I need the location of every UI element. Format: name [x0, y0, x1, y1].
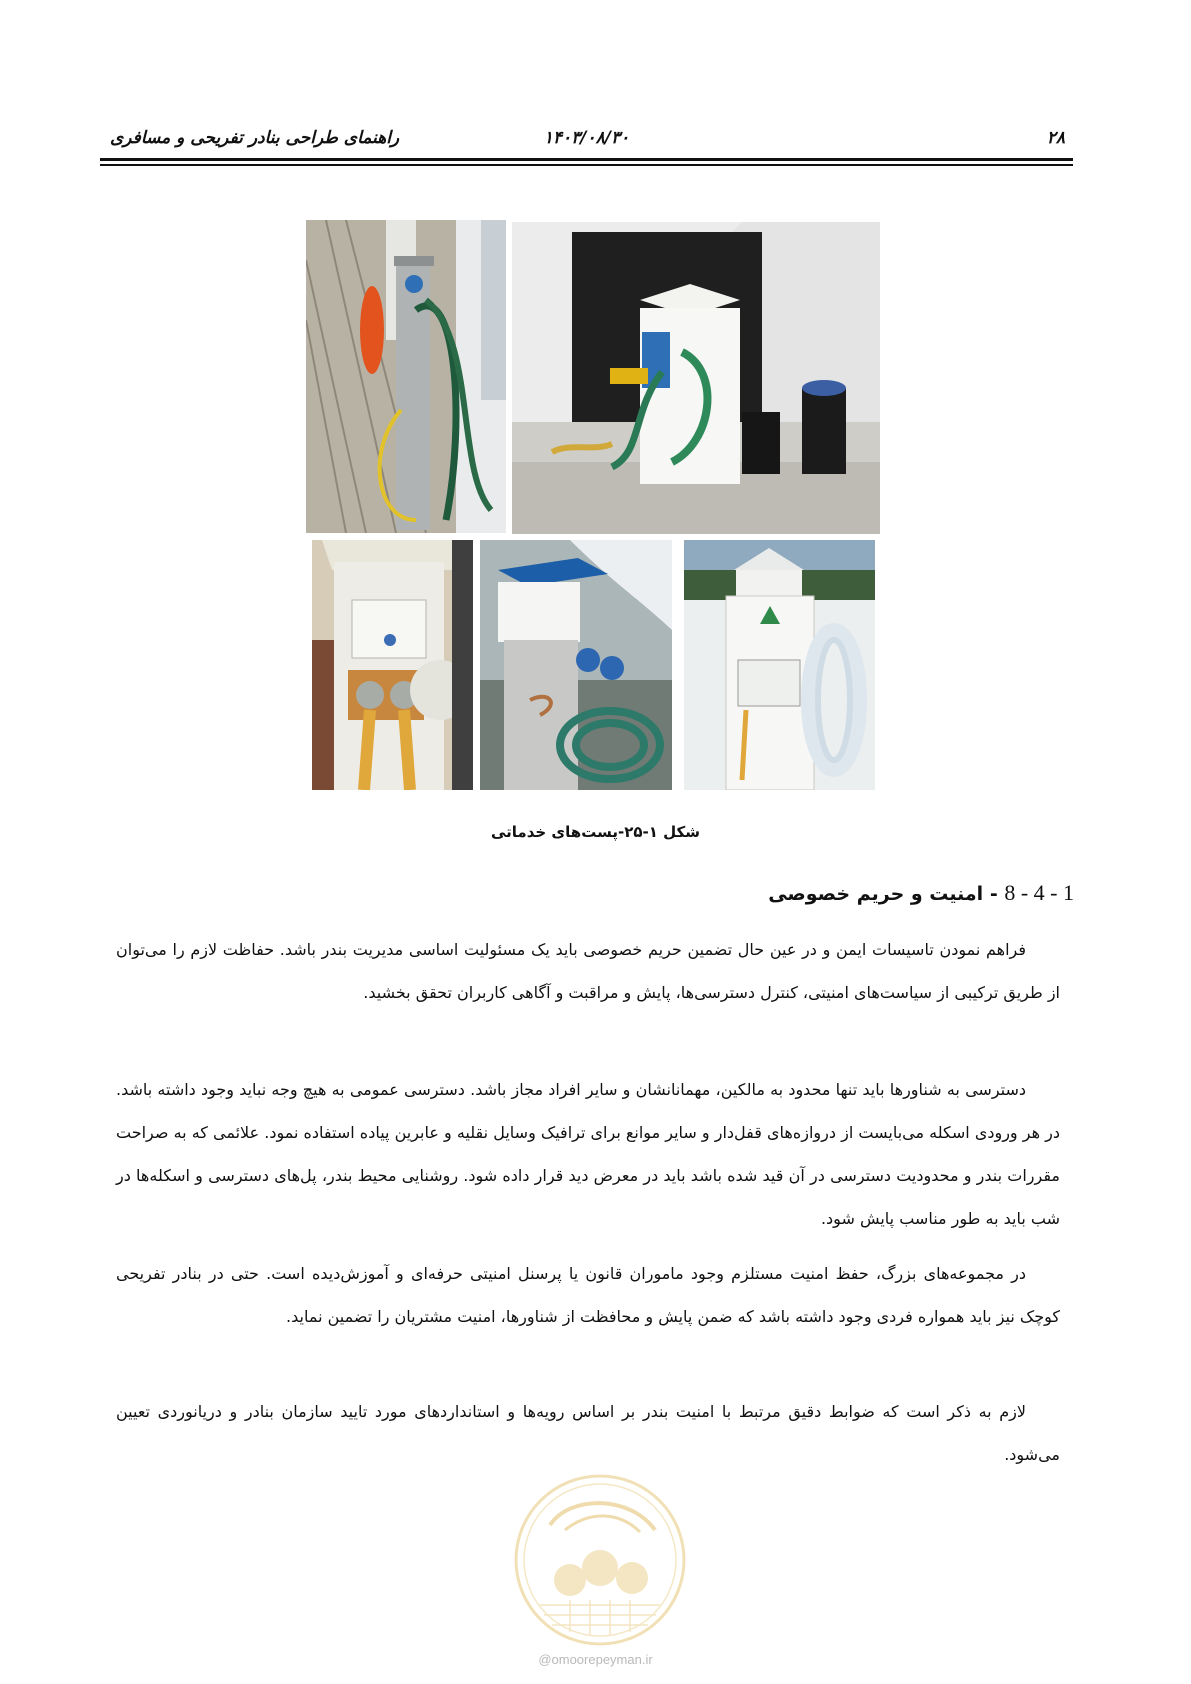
photo-pedestal-outlets — [312, 540, 473, 790]
photo-dock-pedestal — [306, 220, 506, 533]
header-date: ۱۴۰۳/۰۸/۳۰ — [543, 128, 630, 148]
page-header — [100, 128, 1073, 158]
section-title: امنیت و حریم خصوصی — [768, 883, 984, 905]
page-number: ۲۸ — [1046, 128, 1065, 148]
header-title: راهنمای طراحی بنادر تفریحی و مسافری — [110, 128, 400, 148]
paragraph: دسترسی به شناورها باید تنها محدود به مالکین، مهمانانشان و سایر افراد مجاز باشد. دسترسی عمومی به هیچ وجه نباید وجود داشته باشد. در هر ورودی اسکله می‌بایست از دروازه‌های قفل‌دار و سایر موانع برای ترافیک وسایل نقلیه و عابرین پیاده استفاده نمود. علائمی که به صراحت مقررات بندر و محدودیت دسترسی در آن قید شده باشد باید در معرض دید قرار داده شود. روشنایی محیط بندر، پل‌های دسترسی و اسکله‌ها در شب باید به طور مناسب پایش شود. — [116, 1080, 1060, 1228]
paragraph: لازم به ذکر است که ضوابط دقیق مرتبط با امنیت بندر بر اساس رویه‌ها و استانداردهای مورد تایید سازمان بنادر و دریانوردی تعیین می‌شود. — [116, 1402, 1060, 1464]
section-number: 1 - 4 - 8 — [1004, 880, 1074, 905]
watermark-site: @omoorepeyman.ir — [538, 1652, 653, 1667]
section-separator: - — [989, 883, 998, 905]
photo-pedestal-blue-cap — [480, 540, 672, 790]
header-rule-thick — [100, 158, 1073, 161]
header-rule-thin — [100, 164, 1073, 166]
photo-marina-power-pedestal — [512, 222, 880, 534]
section-heading — [768, 880, 1074, 906]
photo-pedestal-white-hose — [684, 540, 875, 790]
paragraph: فراهم نمودن تاسیسات ایمن و در عین حال تضمین حریم خصوصی باید یک مسئولیت اساسی مدیریت بندر باشد. حفاظت لازم را می‌توان از طریق ترکیبی از سیاست‌های امنیتی، کنترل دسترسی‌ها، پایش و مراقبت و آگاهی کاربران تحقق بخشید. — [116, 940, 1060, 1002]
watermark-logo — [510, 1470, 690, 1650]
figure-caption: شکل ۱-۲۵-پست‌های خدماتی — [490, 823, 700, 841]
paragraph: در مجموعه‌های بزرگ، حفظ امنیت مستلزم وجود ماموران قانون یا پرسنل امنیتی حرفه‌ای و آموزش‌دیده است. حتی در بنادر تفریحی کوچک نیز باید همواره فردی وجود داشته باشد که ضمن پایش و محافظت از شناورها، امنیت مشتریان را تضمین نماید. — [116, 1264, 1060, 1326]
